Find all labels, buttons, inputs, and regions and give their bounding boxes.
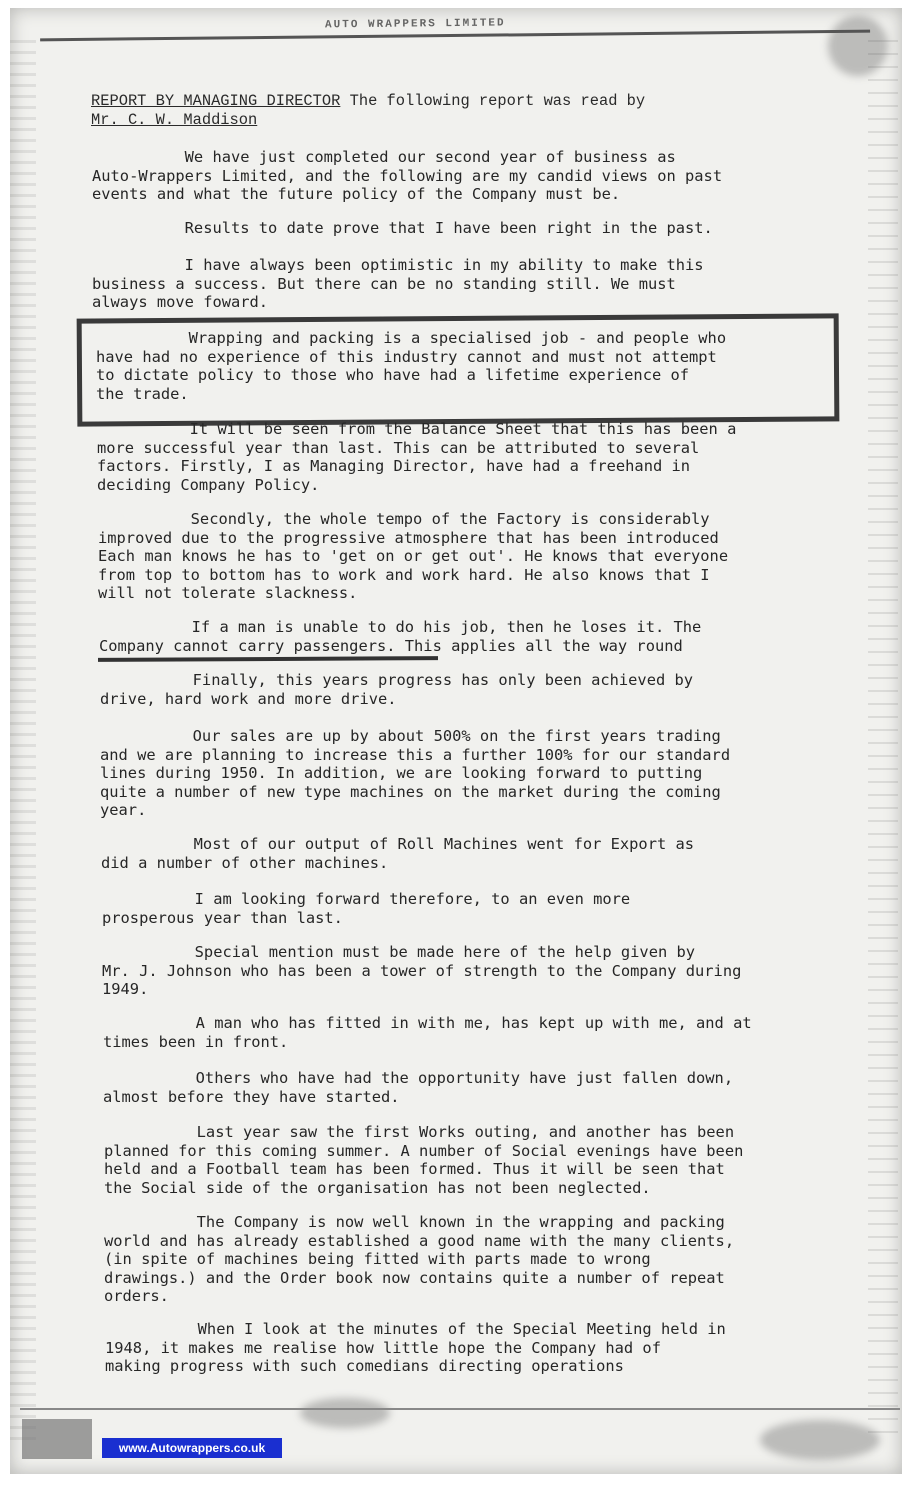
paragraph: Results to date prove that I have been right in the past. — [92, 219, 713, 237]
paragraph: The Company is now well known in the wrapping and packing world and has already established a good name with the many clients, (in spite of machines being fitted with parts made to wrong drawings.) and the Order book now contains quite a number of repeat orders. — [104, 1213, 735, 1305]
paragraph-boxed: Wrapping and packing is a specialised job - and people who have had no experience of this industry cannot and must not attempt to dictate policy to those who have had a lifetime experience of the trade. — [96, 329, 727, 403]
paragraph: Our sales are up by about 500% on the first years trading and we are planning to increase this a further 100% for our standard lines during 1950. In addition, we are looking forward to putting quite a number of new type machines on the market during the coming year. — [100, 727, 731, 819]
paragraph: We have just completed our second year of business as Auto-Wrappers Limited, and the following are my candid views on past events and what the future policy of the Company must be. — [92, 148, 723, 203]
scan-smudge — [300, 1398, 390, 1428]
scan-edge-left — [10, 40, 36, 1440]
paragraph: If a man is unable to do his job, then he loses it. The Company cannot carry passengers. This applies all the way round — [99, 618, 702, 655]
paragraph: It will be seen from the Balance Sheet that this has been a more successful year than last. This can be attributed to several factors. Firstly, I as Managing Director, have had a freehand in deciding Company Policy. — [97, 420, 737, 494]
report-intro: The following report was read by — [340, 92, 646, 110]
paragraph: Most of our output of Roll Machines went for Export as did a number of other machines. — [101, 835, 695, 872]
paragraph: Finally, this years progress has only been achieved by drive, hard work and more drive. — [100, 671, 694, 708]
report-title: REPORT BY MANAGING DIRECTOR — [91, 92, 341, 110]
paragraph: A man who has fitted in with me, has kept up with me, and at times been in front. — [103, 1014, 752, 1051]
paragraph: Others who have had the opportunity have just fallen down, almost before they have started. — [103, 1069, 734, 1106]
paragraph: When I look at the minutes of the Special Meeting held in 1948, it makes me realise how little hope the Company had of making progress with such comedians directing operations — [105, 1320, 726, 1375]
letterhead-text: AUTO WRAPPERS LIMITED — [324, 17, 506, 32]
paragraph: Secondly, the whole tempo of the Factory is considerably improved due to the progressive atmosphere that has been introduced Each man knows he has to 'get on or get out'. He knows that everyone from top to bottom has to work and work hard. He also knows that I will not tolerate slackness. — [98, 510, 729, 602]
report-heading — [91, 92, 645, 130]
scan-stamp — [22, 1419, 92, 1459]
footer-rule — [20, 1408, 900, 1410]
report-reader: Mr. C. W. Maddison — [91, 111, 258, 129]
paragraph: I have always been optimistic in my ability to make this business a success. But there can be no standing still. We must always move foward. — [92, 256, 704, 311]
scan-smudge — [760, 1420, 880, 1460]
paragraph: I am looking forward therefore, to an even more prosperous year than last. — [102, 890, 631, 927]
paragraph: Last year saw the first Works outing, and another has been planned for this coming summer. A number of Social evenings have been held and a Football team has been formed. Thus it will be seen that the Social side of the organisation has not been neglected. — [104, 1123, 744, 1197]
scan-edge-right — [868, 40, 898, 1440]
paragraph: Special mention must be made here of the help given by Mr. J. Johnson who has been a tower of strength to the Company during 1949. — [102, 943, 742, 998]
website-link[interactable]: www.Autowrappers.co.uk — [102, 1438, 282, 1458]
